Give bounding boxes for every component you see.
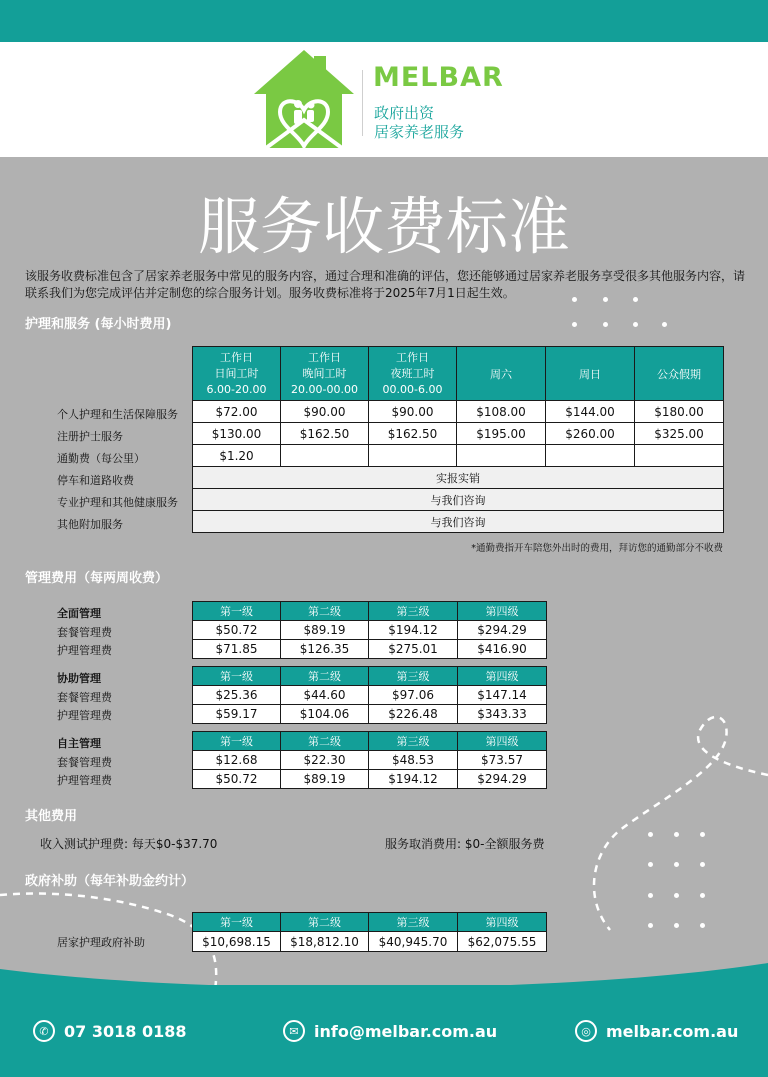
col-header: 第四级: [458, 602, 547, 621]
table-cell: $130.00: [193, 423, 281, 445]
top-bar: [0, 0, 768, 42]
table-row: [193, 621, 547, 640]
table-row: [193, 489, 724, 511]
table-row: [193, 751, 547, 770]
phone-icon: ✆: [33, 1020, 55, 1042]
table-cell: $275.01: [369, 640, 458, 659]
web-contact[interactable]: [575, 1020, 738, 1042]
table-cell: $18,812.10: [281, 932, 369, 952]
table-cell: $162.50: [369, 423, 457, 445]
table-row: [193, 445, 724, 467]
table-cell: $50.72: [193, 621, 281, 640]
row-label: 护理管理费: [57, 709, 112, 722]
table-cell: $226.48: [369, 705, 458, 724]
row-label: 个人护理和生活保障服务: [57, 408, 178, 421]
col-header: 第一级: [193, 602, 281, 621]
subsidy-table: [192, 912, 547, 952]
website-url: melbar.com.au: [606, 1021, 739, 1041]
group-label-full: 全面管理: [57, 607, 101, 620]
table-cell: $126.35: [281, 640, 369, 659]
subsidy-heading: 政府补助（每年补助金约计）: [25, 874, 195, 889]
email-address: info@melbar.com.au: [314, 1021, 498, 1041]
col-header: 周六: [457, 347, 546, 401]
table-row: [193, 932, 547, 952]
table-cell: $294.29: [458, 621, 547, 640]
row-label: 护理管理费: [57, 644, 112, 657]
care-heading: 护理和服务 (每小时费用): [25, 317, 172, 332]
brand-tagline-1: 政府出资: [374, 104, 435, 122]
table-row: [193, 686, 547, 705]
table-cell: $90.00: [281, 401, 369, 423]
phone-number: 07 3018 0188: [64, 1021, 187, 1041]
table-cell: $22.30: [281, 751, 369, 770]
col-header: 第一级: [193, 732, 281, 751]
table-cell: $59.17: [193, 705, 281, 724]
row-label: 通勤费（每公里）: [57, 452, 145, 465]
table-cell: $180.00: [635, 401, 724, 423]
table-cell: $97.06: [369, 686, 458, 705]
table-cell: $89.19: [281, 621, 369, 640]
table-cell: $194.12: [369, 621, 458, 640]
care-rates-table: [192, 346, 724, 533]
table-cell: $12.68: [193, 751, 281, 770]
table-cell: 与我们咨询: [193, 511, 724, 533]
table-cell: $10,698.15: [193, 932, 281, 952]
col-header: 工作日 晚间工时 20.00-00.00: [281, 347, 369, 401]
table-cell: [369, 445, 457, 467]
table-cell: [457, 445, 546, 467]
page-title: 服务收费标准: [197, 190, 570, 263]
table-cell: $144.00: [546, 401, 635, 423]
email-icon: ✉: [283, 1020, 305, 1042]
table-cell: $89.19: [281, 770, 369, 789]
col-header: 第一级: [193, 667, 281, 686]
col-header: 第一级: [193, 913, 281, 932]
table-cell: $147.14: [458, 686, 547, 705]
row-label: 其他附加服务: [57, 518, 123, 531]
row-label: 停车和道路收费: [57, 474, 134, 487]
table-cell: $194.12: [369, 770, 458, 789]
brand-name: MELBAR: [373, 62, 504, 93]
table-row: [193, 401, 724, 423]
row-label: 专业护理和其他健康服务: [57, 496, 178, 509]
intro-paragraph: 该服务收费标准包含了居家养老服务中常见的服务内容，通过合理和准确的评估，您还能够通过居家养老服务享受很多其他服务内容，请联系我们为您完成评估并定制您的综合服务计划。服务收费标准将于2025年7月1日起生效。: [25, 269, 746, 300]
col-header: 工作日 夜班工时 00.00-6.00: [369, 347, 457, 401]
income-tested-fee: 收入测试护理费: 每天$0-$37.70: [40, 837, 218, 851]
table-cell: 实报实销: [193, 467, 724, 489]
col-header: 第四级: [458, 732, 547, 751]
col-header: 第三级: [369, 602, 458, 621]
table-cell: 与我们咨询: [193, 489, 724, 511]
table-cell: [635, 445, 724, 467]
table-cell: $104.06: [281, 705, 369, 724]
table-cell: $25.36: [193, 686, 281, 705]
col-header: 第三级: [369, 667, 458, 686]
house-heart-logo-icon: [254, 50, 354, 152]
email-contact[interactable]: [283, 1020, 497, 1042]
group-label-self: 自主管理: [57, 737, 101, 750]
table-row: [193, 511, 724, 533]
table-cell: $294.29: [458, 770, 547, 789]
col-header: 第三级: [369, 913, 458, 932]
table-cell: [281, 445, 369, 467]
col-header: 第二级: [281, 667, 369, 686]
table-cell: $343.33: [458, 705, 547, 724]
table-row: [193, 770, 547, 789]
col-header: 第三级: [369, 732, 458, 751]
row-label: 居家护理政府补助: [57, 936, 145, 949]
col-header: 周日: [546, 347, 635, 401]
management-table-assisted: [192, 666, 547, 724]
group-label-assisted: 协助管理: [57, 672, 101, 685]
table-cell: $71.85: [193, 640, 281, 659]
col-header: 第二级: [281, 602, 369, 621]
col-header: 工作日 日间工时 6.00-20.00: [193, 347, 281, 401]
table-cell: $72.00: [193, 401, 281, 423]
care-header-row: [193, 347, 724, 401]
globe-icon: ◎: [575, 1020, 597, 1042]
table-cell: $48.53: [369, 751, 458, 770]
table-cell: $195.00: [457, 423, 546, 445]
table-cell: $90.00: [369, 401, 457, 423]
phone-contact[interactable]: [33, 1020, 186, 1042]
row-label: 套餐管理费: [57, 691, 112, 704]
table-row: [193, 423, 724, 445]
table-row: [193, 705, 547, 724]
brand-separator: [362, 70, 363, 136]
col-header: 第二级: [281, 732, 369, 751]
table-row: [193, 640, 547, 659]
row-label: 套餐管理费: [57, 626, 112, 639]
table-cell: $62,075.55: [458, 932, 547, 952]
table-row: [193, 467, 724, 489]
row-label: 护理管理费: [57, 774, 112, 787]
management-table-full: [192, 601, 547, 659]
cancellation-fee: 服务取消费用: $0-全额服务费: [385, 837, 545, 851]
table-cell: $108.00: [457, 401, 546, 423]
table-cell: $40,945.70: [369, 932, 458, 952]
row-label: 注册护士服务: [57, 430, 123, 443]
table-cell: [546, 445, 635, 467]
table-cell: $162.50: [281, 423, 369, 445]
row-label: 套餐管理费: [57, 756, 112, 769]
management-table-self: [192, 731, 547, 789]
col-header: 第四级: [458, 913, 547, 932]
col-header: 公众假期: [635, 347, 724, 401]
col-header: 第二级: [281, 913, 369, 932]
table-cell: $260.00: [546, 423, 635, 445]
other-heading: 其他费用: [25, 809, 78, 824]
brand-tagline-2: 居家养老服务: [374, 123, 465, 141]
table-cell: $416.90: [458, 640, 547, 659]
table-cell: $325.00: [635, 423, 724, 445]
management-heading: 管理费用（每两周收费）: [25, 571, 169, 586]
col-header: 第四级: [458, 667, 547, 686]
table-cell: $44.60: [281, 686, 369, 705]
table-cell: $50.72: [193, 770, 281, 789]
table-cell: $1.20: [193, 445, 281, 467]
table-cell: $73.57: [458, 751, 547, 770]
commute-note: *通勤费指开车陪您外出时的费用，拜访您的通勤部分不收费: [471, 543, 723, 554]
